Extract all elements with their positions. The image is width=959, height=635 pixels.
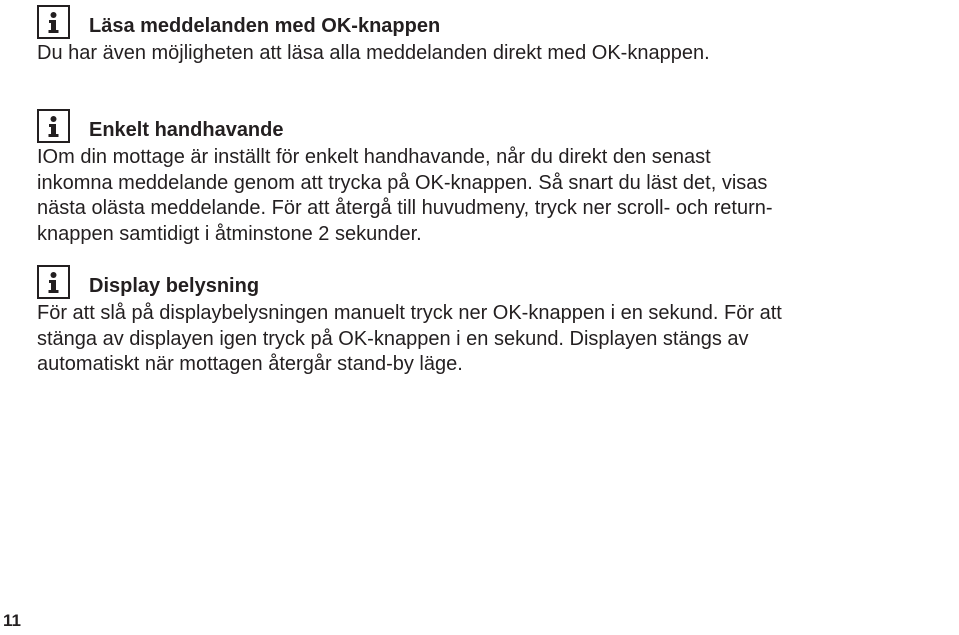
body-line: För att slå på displaybelysningen manuelt tryck ner OK-knappen i en sekund. För att: [37, 302, 782, 324]
section-body: [37, 41, 959, 67]
section-header: [37, 109, 959, 143]
info-icon: [37, 109, 70, 143]
section-read-messages: [37, 5, 959, 67]
section-body: [37, 301, 959, 378]
page-number: 11: [3, 611, 21, 630]
section-simple-handling: [37, 109, 959, 247]
section-heading: Läsa meddelanden med OK-knappen: [89, 15, 441, 37]
section-display-lighting: [37, 265, 959, 378]
body-line: inkomna meddelande genom att trycka på OK-knappen. Så snart du läst det, visas: [37, 171, 768, 194]
body-line: IOm din mottage är inställt för enkelt handhavande, når du direkt den senast: [37, 146, 711, 168]
section-heading: Display belysning: [89, 275, 260, 297]
body-line: nästa olästa meddelande. För att återgå till huvudmeny, tryck ner scroll- och return-: [37, 197, 773, 220]
body-line: stänga av displayen igen tryck på OK-knappen i en sekund. Displayen stängs av: [37, 327, 749, 350]
section-heading: Enkelt handhavande: [89, 119, 284, 141]
info-icon: [37, 5, 70, 39]
body-line: knappen samtidigt i åtminstone 2 sekunder.: [37, 222, 422, 245]
section-header: [37, 5, 959, 39]
section-body: [37, 145, 959, 247]
section-header: [37, 265, 959, 299]
info-icon: [37, 265, 70, 299]
body-line: Du har även möjligheten att läsa alla meddelanden direkt med OK-knappen.: [37, 42, 710, 64]
body-line: automatiskt när mottagen återgår stand-by läge.: [37, 353, 463, 376]
